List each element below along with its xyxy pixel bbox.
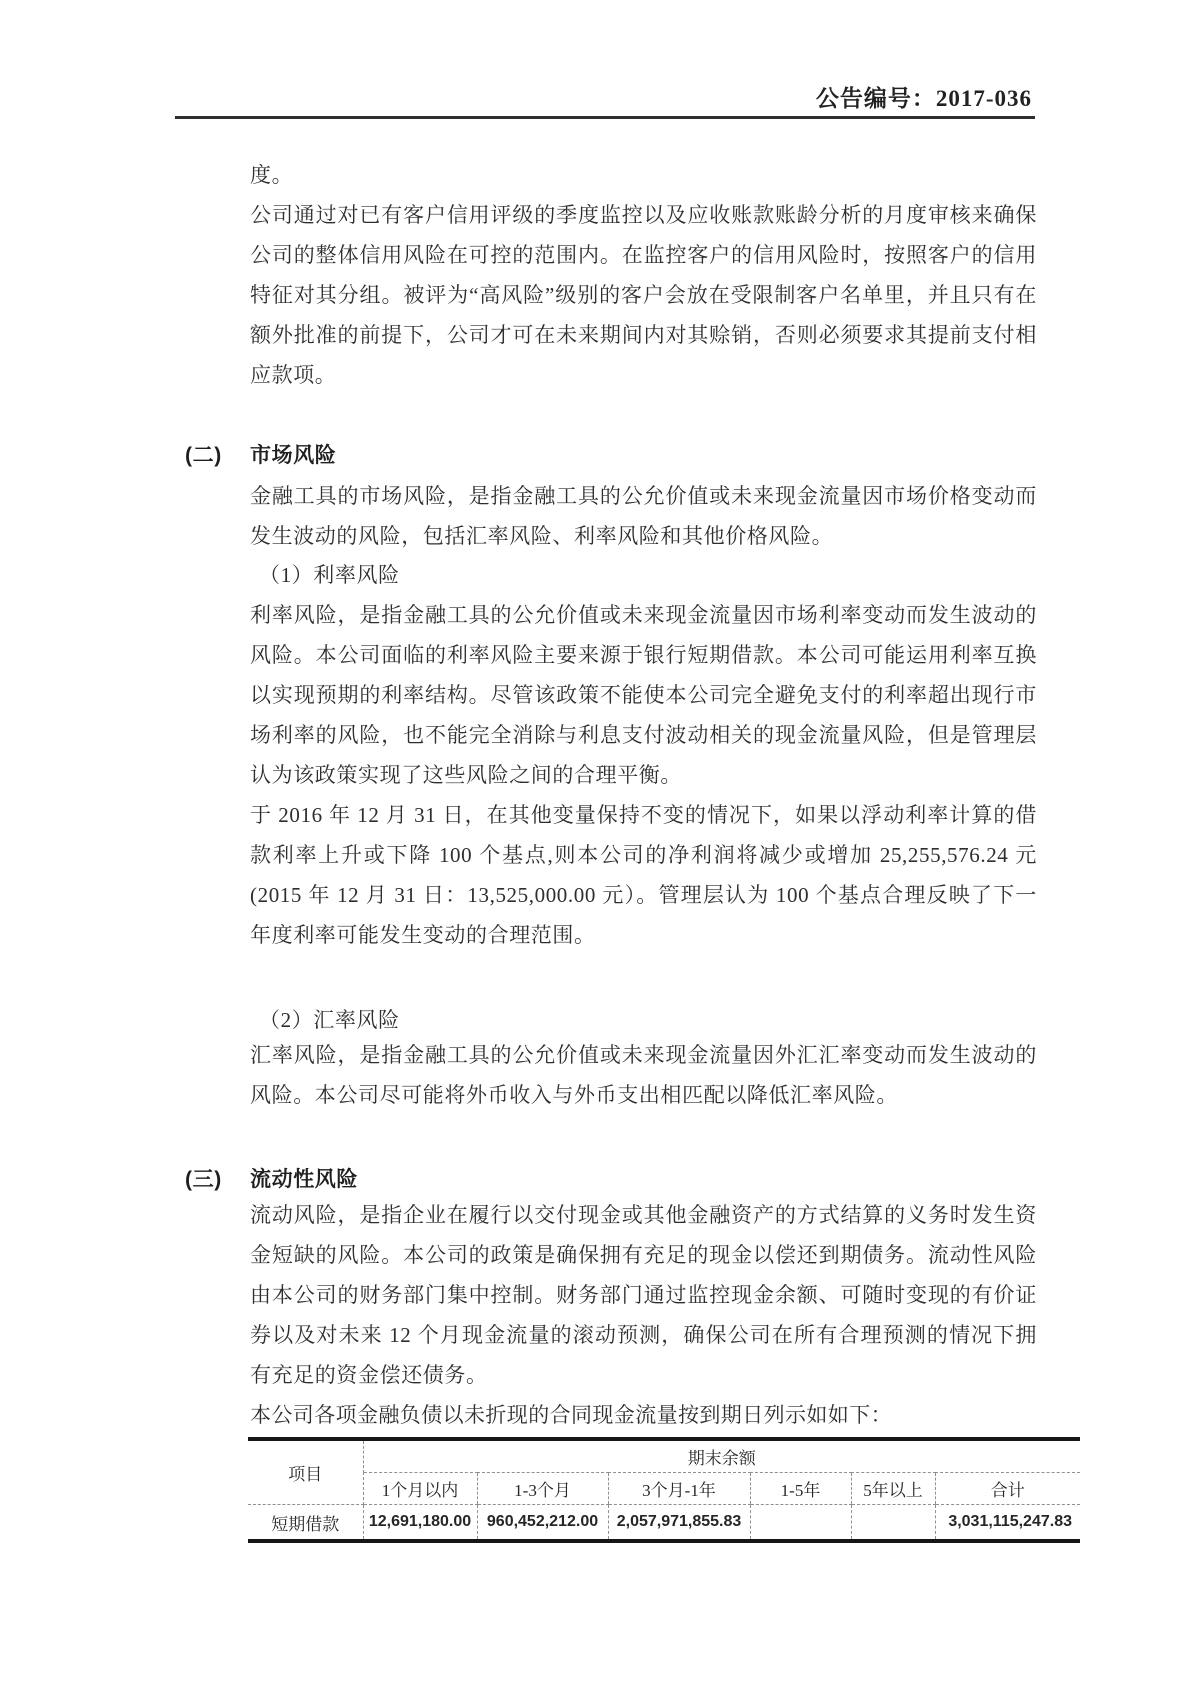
paragraph-liquidity: 流动风险，是指企业在履行以交付现金或其他金融资产的方式结算的义务时发生资金短缺的风险。本公司的政策是确保拥有充足的现金以偿还到期债务。流动性风险由本公司的财务部门集中控制。财务部门通过监控现金余额、可随时变现的有价证券以及对未来 12 个月现金流量的滚动预测，确保公司在所有合理预测的情况下拥有充足的资金偿还债务。 (250, 1203, 1037, 1387)
column-header-within-1-month: 1个月以内 (363, 1473, 477, 1505)
column-header-3-months-1-year: 3个月-1年 (608, 1473, 750, 1505)
cell-within-1-month: 12,691,180.00 (363, 1505, 477, 1542)
section-number: (二) (185, 444, 222, 467)
section-number: (三) (185, 1168, 222, 1191)
table-row (248, 1505, 1080, 1542)
cell-3-months-1-year: 2,057,971,855.83 (608, 1505, 750, 1542)
cell-over-5-years (851, 1505, 935, 1542)
announcement-number: 公告编号：2017-036 (815, 86, 1032, 111)
column-group-header-ending-balance: 期末余额 (363, 1439, 1080, 1473)
table-caption: 本公司各项金融负债以未折现的合同现金流量按到期日列示如如下： (250, 1403, 892, 1427)
section-heading-market-risk (185, 436, 1037, 476)
column-header-over-5-years: 5年以上 (851, 1473, 935, 1505)
subheading-exchange-rate-risk: （2）汇率风险 (259, 1008, 400, 1032)
column-header-total: 合计 (935, 1473, 1080, 1505)
cell-1-5-years (750, 1505, 851, 1542)
section-title: 市场风险 (250, 444, 337, 467)
maturity-table (248, 1437, 1080, 1543)
section-heading-liquidity-risk (185, 1160, 1037, 1200)
column-header-1-5-years: 1-5年 (750, 1473, 851, 1505)
cell-1-3-months: 960,452,212.00 (477, 1505, 608, 1542)
paragraph-market-intro: 金融工具的市场风险，是指金融工具的公允价值或未来现金流量因市场价格变动而发生波动的风险，包括汇率风险、利率风险和其他价格风险。 (250, 484, 1037, 548)
column-header-1-3-months: 1-3个月 (477, 1473, 608, 1505)
row-label-short-term-borrowings: 短期借款 (271, 1514, 340, 1534)
paragraph-interest-rate-2: 于 2016 年 12 月 31 日，在其他变量保持不变的情况下，如果以浮动利率计算的借款利率上升或下降 100 个基点,则本公司的净利润将减少或增加 25,255,576.24 元(2015 年 12 月 31 日：13,525,000.00 元）。管理层认为 100 个基点合理反映了下一年度利率可能发生变动的合理范围。 (250, 803, 1037, 947)
paragraph-credit-tail: 度。 (250, 163, 294, 187)
financial-liabilities-table (248, 1437, 1080, 1543)
paragraph-credit-risk: 公司通过对已有客户信用评级的季度监控以及应收账款账龄分析的月度审核来确保公司的整体信用风险在可控的范围内。在监控客户的信用风险时，按照客户的信用特征对其分组。被评为“高风险”级别的客户会放在受限制客户名单里，并且只有在额外批准的前提下，公司才可在未来期间内对其赊销，否则必须要求其提前支付相应款项。 (250, 203, 1037, 387)
paragraph-exchange-rate: 汇率风险，是指金融工具的公允价值或未来现金流量因外汇汇率变动而发生波动的风险。本公司尽可能将外币收入与外币支出相匹配以降低汇率风险。 (250, 1043, 1037, 1107)
subheading-interest-rate-risk: （1）利率风险 (259, 563, 400, 587)
cell-total: 3,031,115,247.83 (935, 1505, 1080, 1542)
paragraph-interest-rate-1: 利率风险，是指金融工具的公允价值或未来现金流量因市场利率变动而发生波动的风险。本公司面临的利率风险主要来源于银行短期借款。本公司可能运用利率互换以实现预期的利率结构。尽管该政策不能使本公司完全避免支付的利率超出现行市场利率的风险，也不能完全消除与利息支付波动相关的现金流量风险，但是管理层认为该政策实现了这些风险之间的合理平衡。 (250, 603, 1037, 787)
section-title: 流动性风险 (250, 1168, 358, 1191)
header-divider (175, 116, 1035, 119)
column-header-item: 项目 (248, 1439, 363, 1505)
